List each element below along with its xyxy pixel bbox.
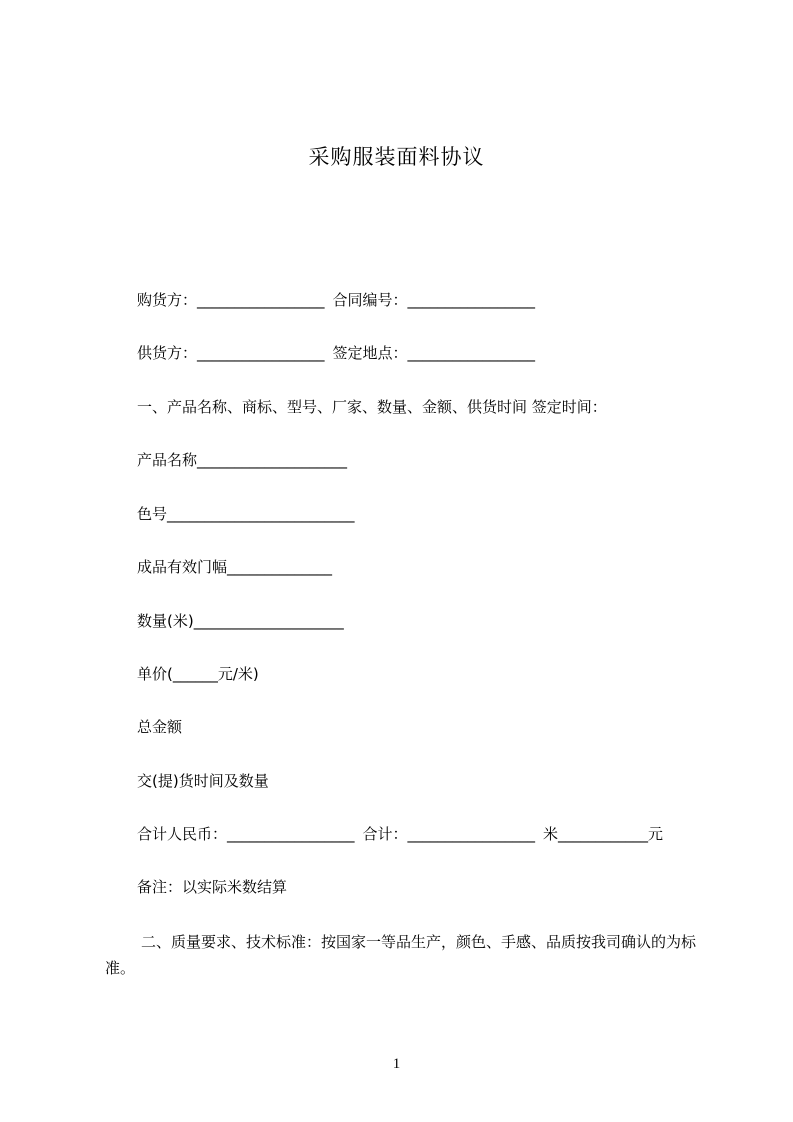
supplier-field: 供货方：_________________ xyxy=(137,344,325,362)
total-field: 合计：_________________ xyxy=(362,825,536,843)
product-name-field: 产品名称____________________ xyxy=(137,451,348,469)
unit-price-field: 单价(______元/米) xyxy=(137,665,259,683)
signing-place-field: 签定地点：_________________ xyxy=(332,344,536,362)
total-amount-label: 总金额 xyxy=(137,718,183,736)
delivery-time-label: 交(提)货时间及数量 xyxy=(137,772,269,790)
meters-amount-field: 米____________元 xyxy=(543,825,664,843)
contract-number-field: 合同编号：_________________ xyxy=(332,291,536,309)
effective-width-field: 成品有效门幅______________ xyxy=(137,558,333,576)
buyer-contract-row xyxy=(137,289,535,311)
totals-row xyxy=(137,823,663,845)
section-2-paragraph: 二、质量要求、技术标准：按国家一等品生产，颜色、手感、品质按我司确认的为标准。 xyxy=(105,933,697,977)
color-number-field: 色号_________________________ xyxy=(137,505,355,523)
supplier-place-row xyxy=(137,342,535,364)
buyer-field: 购货方：_________________ xyxy=(137,291,325,309)
remark-line: 备注：以实际米数结算 xyxy=(137,878,288,896)
rmb-total-field: 合计人民币：_________________ xyxy=(137,825,355,843)
page-title: 采购服装面料协议 xyxy=(308,145,485,169)
page-number: 1 xyxy=(392,1056,401,1072)
quantity-field: 数量(米)____________________ xyxy=(137,612,344,630)
section-1-heading: 一、产品名称、商标、型号、厂家、数量、金额、供货时间 签定时间： xyxy=(137,398,607,416)
